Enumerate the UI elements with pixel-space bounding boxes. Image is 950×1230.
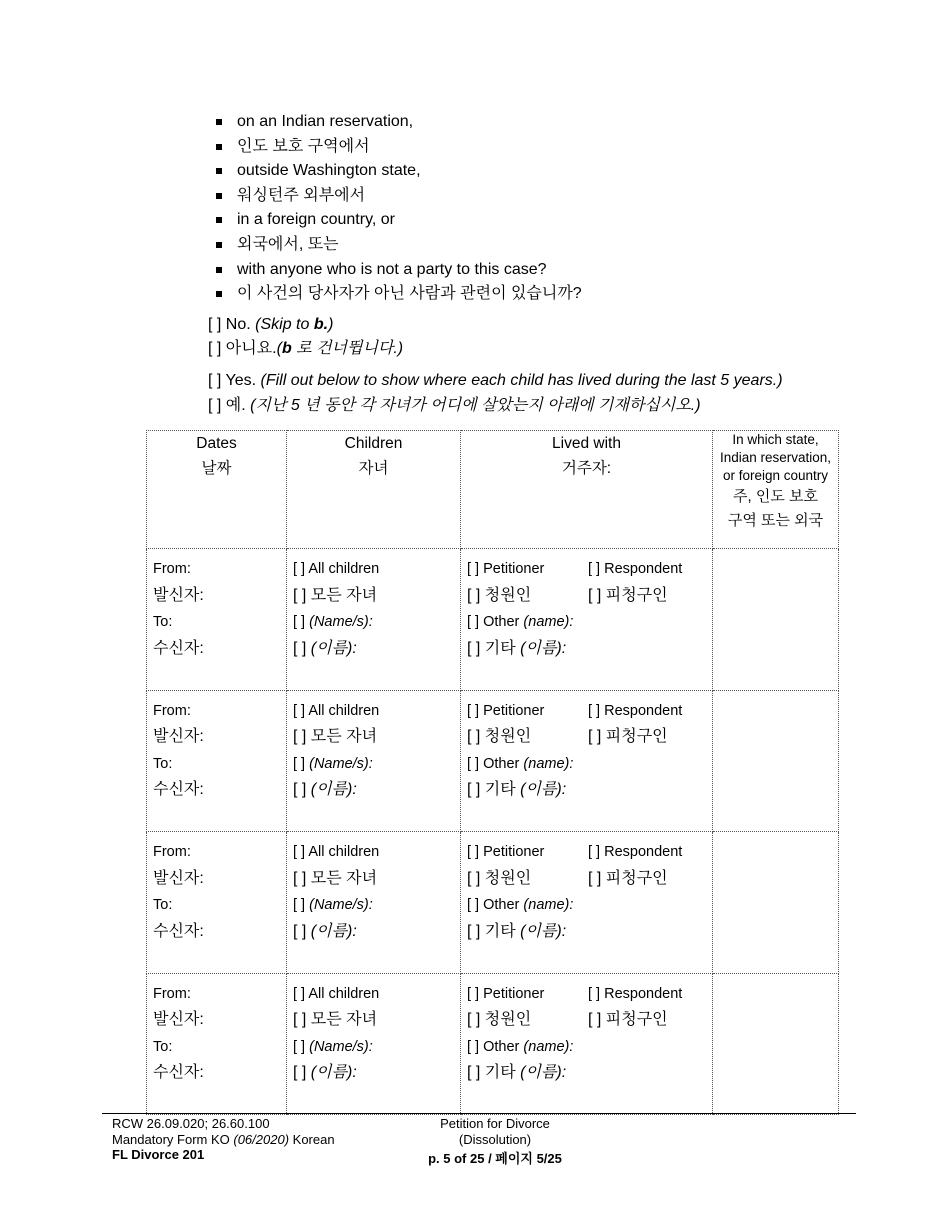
all-children-checkbox[interactable]: [ ] All children [293,702,380,719]
respondent-checkbox[interactable]: [ ] Respondent [588,985,683,1002]
names-checkbox[interactable] [293,609,460,636]
header-location-ko-1: 주, 인도 보호 [733,488,818,505]
option-no-note-bold: b. [313,316,329,333]
option-yes-ko-note: (지난 5 년 동안 각 자녀가 어디에 살았는지 아래에 기재하십시오.) [250,397,701,414]
lived-with-cell [461,973,713,1115]
to-label: To: [153,614,173,630]
table-row [147,549,839,691]
option-yes-ko [208,395,701,417]
respondent-checkbox-ko[interactable]: [ ] 피청구인 [588,586,668,604]
names-box-ko: [ ] [293,781,307,798]
dates-cell [147,549,287,691]
names-label: (Name/s): [309,614,373,630]
other-box: [ ] [467,1038,480,1055]
checkbox-no-ko[interactable]: [ ] [208,340,222,357]
other-label-ko: 기타 [484,639,516,657]
other-box-ko: [ ] [467,922,481,940]
lived-with-cell [461,832,713,974]
other-box: [ ] [467,755,480,772]
petitioner-checkbox[interactable]: [ ] Petitioner [467,561,545,577]
names-checkbox-ko[interactable] [293,777,460,804]
location-cell[interactable] [713,973,839,1115]
list-item: on an Indian reservation, [214,110,582,135]
other-name-label: (name): [523,897,574,913]
option-no [208,314,333,336]
names-box: [ ] [293,1038,306,1055]
header-children-ko: 자녀 [358,460,389,477]
list-item: 외국에서, 또는 [214,233,582,258]
other-name-label: (name): [523,614,574,630]
header-lived-with [461,431,713,549]
other-box-ko: [ ] [467,1064,481,1081]
option-no-ko-note-bold: b [281,340,292,357]
other-name-label: (name): [523,1038,574,1055]
other-box-ko: [ ] [467,781,481,798]
from-label: From: [153,561,191,577]
names-label-ko: (이름): [310,781,357,798]
other-checkbox[interactable] [467,609,712,636]
other-name-label-ko: (이름): [520,639,567,657]
all-children-checkbox[interactable]: [ ] All children [293,844,380,860]
other-checkbox-ko[interactable] [467,636,712,663]
residence-history-table [146,430,839,1115]
header-dates [147,431,287,549]
other-name-label-ko: (이름): [520,781,567,798]
all-children-checkbox-ko[interactable]: [ ] 모든 자녀 [293,1011,378,1028]
residence-questions-list [214,110,582,307]
list-item: with anyone who is not a party to this case? [214,258,582,283]
other-checkbox-ko[interactable] [467,1060,712,1087]
checkbox-yes-ko[interactable]: [ ] [208,397,222,414]
other-checkbox-ko[interactable] [467,777,712,804]
footer-mandatory [112,1132,335,1148]
names-checkbox-ko[interactable] [293,919,460,946]
dates-cell [147,973,287,1115]
option-no-note: (Skip to [255,316,314,333]
petitioner-checkbox-ko[interactable]: [ ] 청원인 [467,586,532,604]
footer-left [112,1116,335,1163]
footer-mandatory-pre: Mandatory Form KO [112,1131,234,1147]
option-yes-note: (Fill out below to show where each child has lived during the last 5 years.) [260,372,783,389]
petitioner-checkbox[interactable]: [ ] Petitioner [467,985,545,1002]
petitioner-checkbox[interactable]: [ ] Petitioner [467,702,545,719]
respondent-checkbox[interactable]: [ ] Respondent [588,702,683,719]
header-lived-ko: 거주자: [561,460,612,477]
from-label: From: [153,844,191,860]
other-checkbox[interactable] [467,1034,712,1061]
header-location [713,431,839,549]
checkbox-yes[interactable]: [ ] [208,372,222,389]
other-name-label-ko: (이름): [520,922,567,940]
from-label: From: [153,985,191,1002]
footer-rcw: RCW 26.09.020; 26.60.100 [112,1116,270,1131]
names-label: (Name/s): [309,755,373,772]
footer-mandatory-date: (06/2020) [233,1131,290,1147]
checkbox-no[interactable]: [ ] [208,316,222,333]
footer-form-id: FL Divorce 201 [112,1147,205,1162]
other-box: [ ] [467,897,480,913]
to-label: To: [153,755,173,772]
petitioner-checkbox-ko[interactable]: [ ] 청원인 [467,869,532,887]
location-cell[interactable] [713,690,839,832]
other-checkbox[interactable] [467,892,712,919]
names-checkbox[interactable] [293,1034,460,1061]
names-box-ko: [ ] [293,922,307,940]
petitioner-checkbox-ko[interactable]: [ ] 청원인 [467,728,532,745]
to-label: To: [153,897,173,913]
header-dates-en: Dates [196,435,237,452]
other-checkbox-ko[interactable] [467,919,712,946]
list-item: 이 사건의 당사자가 아닌 사람과 관련이 있습니까? [214,282,582,307]
lived-with-cell [461,549,713,691]
option-no-ko-label: 아니요. [225,340,277,357]
footer-subtitle: (Dissolution) [458,1131,532,1147]
other-label-ko: 기타 [484,781,516,798]
children-cell [287,973,461,1115]
option-yes-ko-label: 예. [225,397,246,414]
from-label-ko: 발신자: [153,586,204,604]
other-name-label-ko: (이름): [520,1064,567,1081]
header-dates-ko: 날짜 [201,460,232,477]
footer-center [395,1116,595,1167]
other-name-label: (name): [523,755,574,772]
names-checkbox[interactable] [293,751,460,778]
footer-divider [102,1113,856,1114]
children-cell [287,832,461,974]
header-children [287,431,461,549]
to-label: To: [153,1038,173,1055]
table-header-row [147,431,839,549]
all-children-checkbox-ko[interactable]: [ ] 모든 자녀 [293,586,378,604]
other-box-ko: [ ] [467,639,481,657]
location-cell[interactable] [713,549,839,691]
list-item: in a foreign country, or [214,208,582,233]
list-item: 인도 보호 구역에서 [214,135,582,160]
location-cell[interactable] [713,832,839,974]
children-cell [287,690,461,832]
header-location-ko-2: 구역 또는 외국 [727,512,824,529]
from-label-ko: 발신자: [153,869,204,887]
to-label-ko: 수신자: [153,781,204,798]
names-checkbox-ko[interactable] [293,636,460,663]
option-yes-label: Yes. [225,372,257,389]
dates-cell [147,690,287,832]
all-children-checkbox-ko[interactable]: [ ] 모든 자녀 [293,728,378,745]
to-label-ko: 수신자: [153,1064,204,1081]
all-children-checkbox-ko[interactable]: [ ] 모든 자녀 [293,869,378,887]
all-children-checkbox[interactable]: [ ] All children [293,561,380,577]
names-label-ko: (이름): [310,922,357,940]
table-row [147,690,839,832]
option-no-ko-note-end: 로 건너뜁니다.) [291,340,404,357]
names-box-ko: [ ] [293,639,307,657]
option-no-note-end: ) [328,316,334,333]
names-label-ko: (이름): [310,1064,357,1081]
petitioner-checkbox[interactable]: [ ] Petitioner [467,844,545,860]
from-label-ko: 발신자: [153,1011,204,1028]
names-box: [ ] [293,755,306,772]
other-box: [ ] [467,614,480,630]
to-label-ko: 수신자: [153,639,204,657]
option-no-ko [208,338,403,360]
names-label: (Name/s): [309,897,373,913]
header-location-en-3: or foreign country [722,468,829,483]
from-label-ko: 발신자: [153,728,204,745]
lived-with-cell [461,690,713,832]
to-label-ko: 수신자: [153,922,204,940]
other-label-ko: 기타 [484,922,516,940]
table-row [147,832,839,974]
other-label: Other [483,897,520,913]
other-label: Other [483,755,520,772]
option-no-label: No. [225,316,251,333]
other-label-ko: 기타 [484,1064,516,1081]
respondent-checkbox[interactable]: [ ] Respondent [588,561,683,577]
footer-title: Petition for Divorce [440,1116,550,1131]
petitioner-checkbox-ko[interactable]: [ ] 청원인 [467,1011,532,1028]
names-label-ko: (이름): [310,639,357,657]
respondent-checkbox-ko[interactable]: [ ] 피청구인 [588,728,668,745]
option-no-ko-note: ( [276,340,282,357]
other-checkbox[interactable] [467,751,712,778]
header-location-en-1: In which state, [732,432,819,447]
names-box: [ ] [293,614,306,630]
header-lived-en: Lived with [552,435,621,452]
list-item: 워싱턴주 외부에서 [214,184,582,209]
names-box: [ ] [293,897,306,913]
list-item: outside Washington state, [214,159,582,184]
footer-page-number: p. 5 of 25 / 페이지 5/25 [428,1151,562,1166]
respondent-checkbox-ko[interactable]: [ ] 피청구인 [588,1011,668,1028]
respondent-checkbox-ko[interactable]: [ ] 피청구인 [588,869,668,887]
names-box-ko: [ ] [293,1064,307,1081]
children-cell [287,549,461,691]
option-yes [208,370,783,392]
names-checkbox[interactable] [293,892,460,919]
header-location-en-2: Indian reservation, [719,450,832,465]
from-label: From: [153,702,191,719]
dates-cell [147,832,287,974]
names-checkbox-ko[interactable] [293,1060,460,1087]
respondent-checkbox[interactable]: [ ] Respondent [588,844,683,860]
all-children-checkbox[interactable]: [ ] All children [293,985,380,1002]
header-children-en: Children [344,435,403,452]
table-row [147,973,839,1115]
names-label: (Name/s): [309,1038,373,1055]
other-label: Other [483,1038,520,1055]
other-label: Other [483,614,520,630]
footer-mandatory-post: Korean [289,1131,335,1147]
